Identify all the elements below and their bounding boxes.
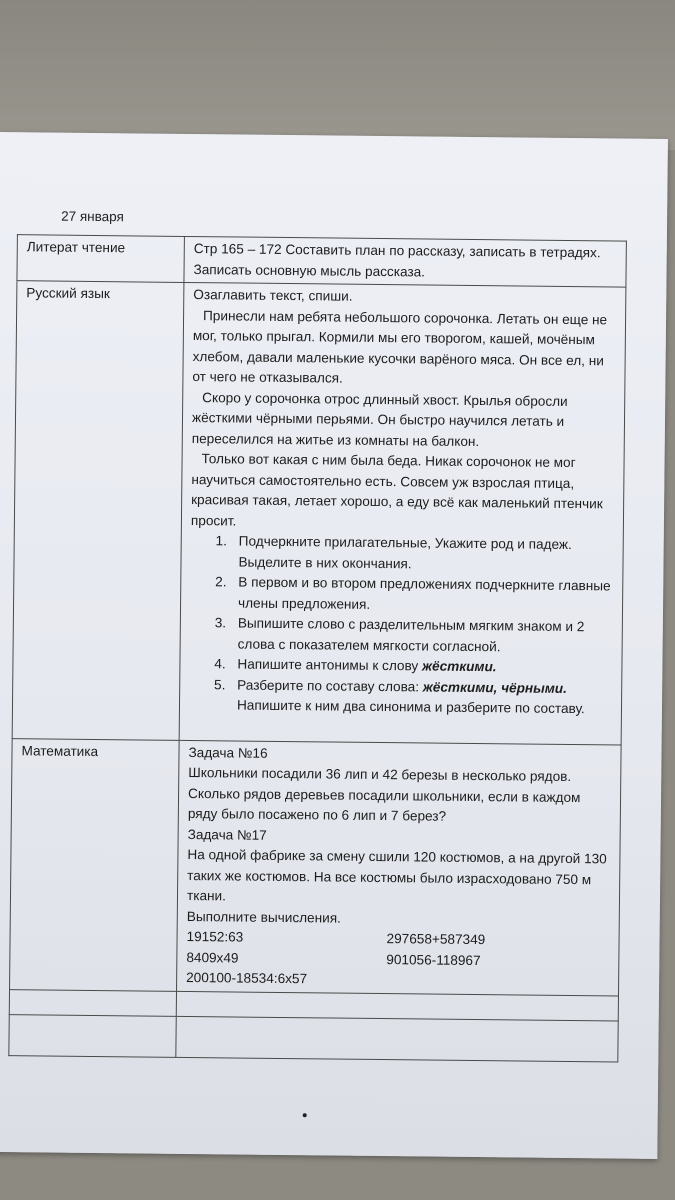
empty-cell [9,989,176,1016]
list-item: 1. Подчеркните прилагательные, Укажите род и падеж. Выделите в них окончания. [230,531,613,576]
task5-rest: Напишите к ним два синонима и разберите по составу. [236,697,585,717]
list-item [229,675,612,720]
table-row-literature [17,235,626,287]
calc-expression: 901056-118967 [386,951,481,968]
subject-russian: Русский язык [12,281,184,740]
russian-task-list [189,531,614,720]
empty-cell [9,1014,176,1057]
task4-word: жёсткими. [421,658,497,675]
homework-table [8,234,627,1062]
desk-background [0,0,675,150]
task-math [177,740,622,996]
table-row-russian [12,281,626,745]
problem-17-title: Задача №17 [187,826,267,843]
page-mark [303,1113,307,1117]
task5-words: жёсткими, чёрными. [422,678,567,696]
calc-expression: 19152:63 [186,928,244,945]
worksheet-page [0,132,668,1159]
problem-16-text: Школьники посадили 36 лип и 42 березы в несколько рядов. Сколько рядов деревьев посадили школьники, если в каждом ряду было посажено по 6 лип и 7 берез? [187,765,581,824]
task-russian [179,282,626,744]
text-paragraph-3: Только вот какая с ним была беда. Никак сорочонок не мог научиться самостоятельно есть. Совсем уж взрослая птица, красивая такая, летает хорошо, а еду всё как маленький птенчик просит. [190,451,603,528]
task-literature: Стр 165 – 172 Составить план по рассказу, записать в тетрадях. Записать основную мысль рассказа. [184,236,626,287]
list-item: 2. В первом и во втором предложениях подчеркните главные члены предложения. [230,572,613,617]
calc-expression: 200100-18534:6x57 [186,969,308,987]
problem-16-title: Задача №16 [188,744,268,761]
text-paragraph-1: Принесли нам ребята небольшого сорочонка. Летать он еще не мог, только прыгал. Кормили мы его творогом, кашей, мочёным хлебом, давали маленькие кусочки варёного мяса. Он все ел, ни от чего не отказывался. [192,307,608,386]
table-row-empty [9,1014,618,1061]
russian-intro: Озаглавить текст, спиши. [193,287,353,304]
subject-literature: Литерат чтение [17,235,184,283]
list-item: 3. Выпишите слово с разделительным мягким знаком и 2 слова с показателем мягкости согласной. [230,613,613,658]
subject-math: Математика [10,738,180,991]
calc-expression: 297658+587349 [386,931,486,948]
task5-text: Разберите по составу слова: [237,677,423,694]
text-paragraph-2: Скоро у сорочонка отрос длинный хвост. Крылья обросли жёсткими чёрными перьями. Он быстро научился летать и переселился на житье из комнаты на балкон. [191,389,568,449]
task4-text: Напишите антонимы к слову [237,656,423,674]
calc-expression: 8409x49 [186,949,239,966]
table-row-math [10,738,622,995]
date-heading: 27 января [61,208,124,225]
empty-cell [176,1016,618,1062]
problem-17-text: На одной фабрике за смену сшили 120 костюмов, а на другой 130 таких же костюмов. На все костюмы было израсходовано 750 м ткани. [186,847,607,904]
calc-title: Выполните вычисления. [186,908,341,926]
